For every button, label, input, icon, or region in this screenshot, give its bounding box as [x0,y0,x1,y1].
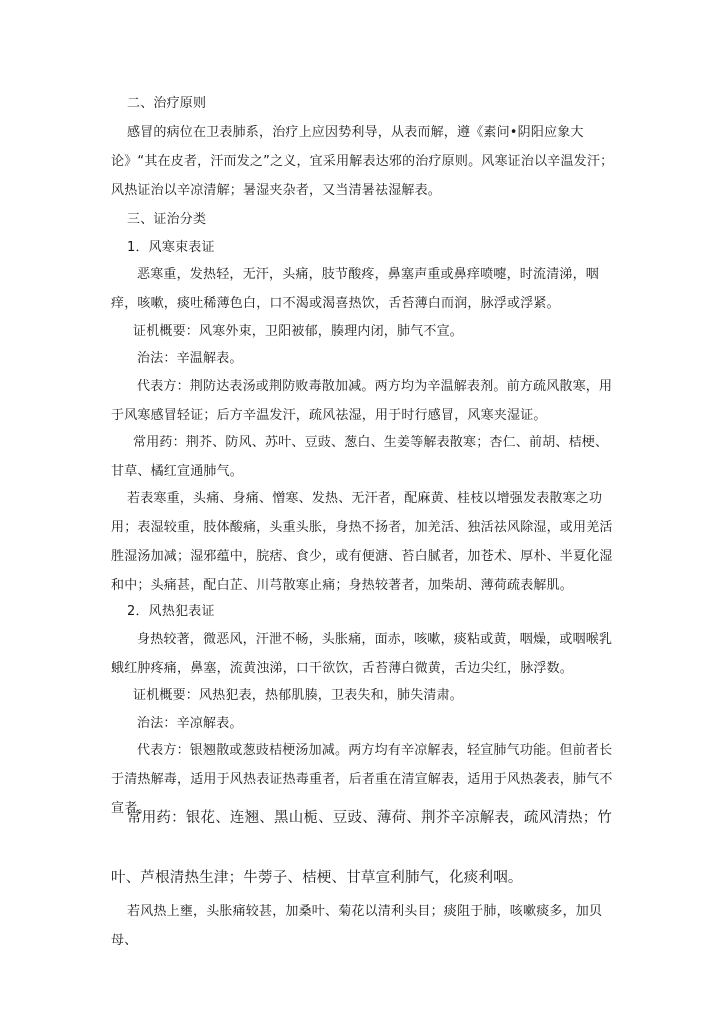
syndrome-2-symptoms: 身热较著，微恶风，汗泄不畅，头胀痛，面赤，咳嗽，痰粘或黄，咽燥，或咽喉乳蛾红肿疼痛，鼻塞，流黄浊涕，口干欲饮，舌苔薄白微黄，舌边尖红，脉浮数。 [111,632,613,676]
syndrome-1-pathogenesis: 证机概要：风寒外束，卫阳被郁，腠理内闭，肺气不宣。 [133,324,464,339]
syndrome-1-common-herbs: 常用药：荆芥、防风、苏叶、豆豉、葱白、生姜等解表散寒；杏仁、前胡、桔梗、甘草、橘红宣通肺气。 [111,435,609,479]
syndrome-1-formula: 代表方：荆防达表汤或荆防败毒散加减。两方均为辛温解表剂。前方疏风散寒，用于风寒感冒轻证；后方辛温发汗，疏风祛湿，用于时行感冒，风寒夹湿证。 [111,379,613,423]
syndrome-2-heading: 2．风热犯表证 [127,604,215,619]
syndrome-1-heading: 1．风寒束表证 [127,240,215,255]
syndrome-1-treatment: 治法：辛温解表。 [137,351,243,366]
section-2-heading: 二、治疗原则 [127,96,207,111]
syndrome-2-pathogenesis: 证机概要：风热犯表，热郁肌腠，卫表失和，肺失清肃。 [133,688,464,703]
section-2-body: 感冒的病位在卫表肺系，治疗上应因势利导，从表而解，遵《素问•阴阳应象大论》“其在皮者，汗而发之”之义，宜采用解表达邪的治疗原则。风寒证治以辛温发汗；风热证治以辛凉清解；暑湿夹杂者，又当清暑祛湿解表。 [111,125,614,198]
syndrome-2-modifications: 若风热上壅，头胀痛较甚，加桑叶、菊花以清利头目；痰阻于肺，咳嗽痰多，加贝母、 [111,904,603,948]
syndrome-2-common-herbs: 常用药：银花、连翘、黑山栀、豆豉、薄荷、荆芥辛凉解表，疏风清热；竹叶、芦根清热生津；牛蒡子、桔梗、甘草宣利肺气，化痰利咽。 [111,810,613,886]
section-3-heading: 三、证治分类 [127,212,207,227]
syndrome-1-symptoms: 恶寒重，发热轻，无汗，头痛，肢节酸疼，鼻塞声重或鼻痒喷嚏，时流清涕，咽痒，咳嗽，痰吐稀薄色白，口不渴或渴喜热饮，舌苔薄白而润，脉浮或浮紧。 [111,267,600,311]
syndrome-2-formula: 代表方：银翘散或葱豉桔梗汤加减。两方均有辛凉解表，轻宣肺气功能。但前者长于清热解毒，适用于风热表证热毒重者，后者重在清宣解表，适用于风热袭表，肺气不宣者。 [111,743,613,816]
syndrome-1-modifications: 若表寒重，头痛、身痛、憎寒、发热、无汗者，配麻黄、桂枝以增强发表散寒之功用；表湿较重，肢体酸痛，头重头胀，身热不扬者，加羌活、独活祛风除湿，或用羌活胜湿汤加减；湿邪蕴中，脘痞、食少，或有便溏、苔白腻者，加苍术、厚朴、半夏化湿和中；头痛甚，配白芷、川芎散寒止痛；身热较著者，加柴胡、薄荷疏表解肌。 [111,491,613,593]
syndrome-2-treatment: 治法：辛凉解表。 [137,716,243,731]
